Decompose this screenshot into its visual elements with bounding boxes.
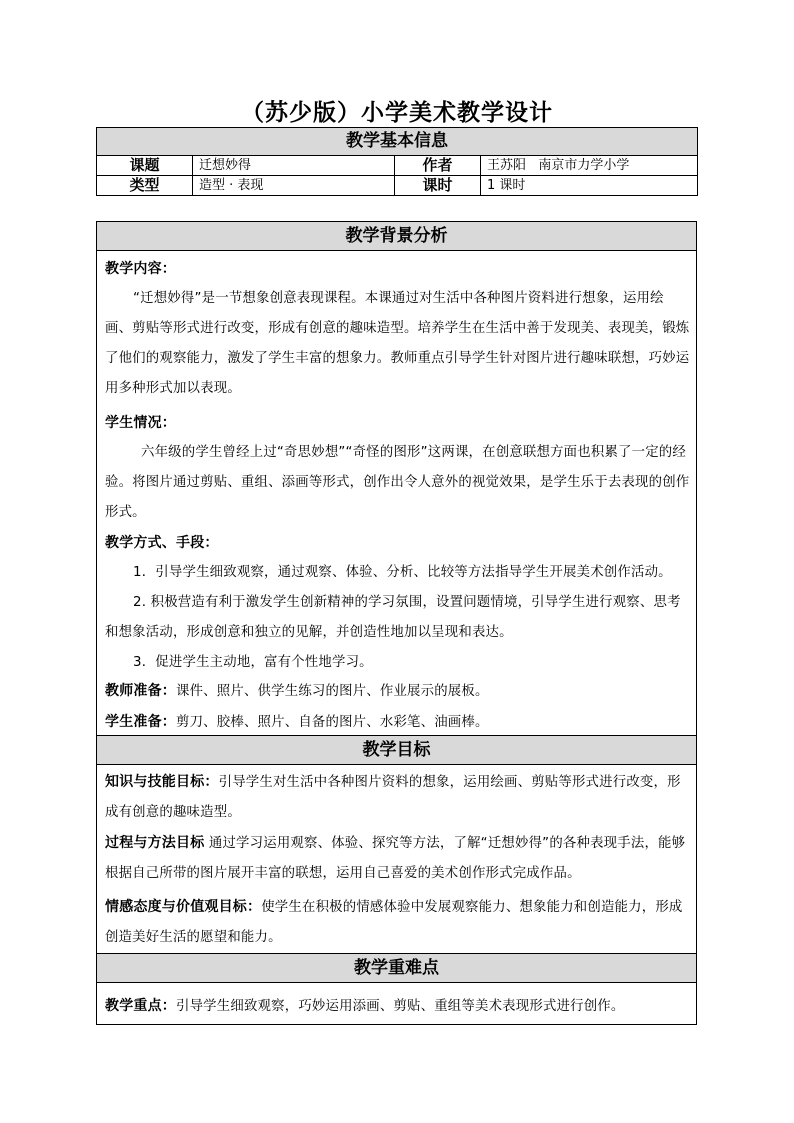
hours-label: 课时 [395, 176, 481, 196]
focus-label: 教学重点： [105, 998, 176, 1014]
basic-info-header: 教学基本信息 [97, 128, 698, 156]
method-item-2: 2. 积极营造有利于激发学生创新精神的学习氛围，设置问题情境，引导学生进行观察、思考和想象活动，形成创意和独立的见解，并创造性地加以呈现和表达。 [105, 595, 681, 640]
topic-value: 迁想妙得 [193, 156, 395, 176]
background-header: 教学背景分析 [97, 222, 696, 251]
topic-label: 课题 [97, 156, 193, 176]
type-label: 类型 [97, 176, 193, 196]
teacher-prep [105, 680, 489, 700]
content-label: 教学内容： [105, 261, 176, 277]
content-section [105, 254, 690, 404]
document-title: （苏少版）小学美术教学设计 [241, 100, 553, 126]
basic-info-table [96, 127, 698, 196]
hours-value: 1 课时 [481, 176, 698, 196]
goals-header: 教学目标 [97, 735, 696, 765]
student-prep-text: 剪刀、胶棒、照片、自备的图片、水彩笔、油画棒。 [176, 715, 489, 730]
content-text: “迁想妙得”是一节想象创意表现课程。本课通过对生活中各种图片资料进行想象，运用绘画、剪贴等形式进行改变，形成有创意的趣味造型。培养学生在生活中善于发现美、表现美，锻炼了他们的观察能力，激发了学生丰富的想象力。教师重点引导学生针对图片进行趣味联想，巧妙运用多种形式加以表现。 [105, 291, 690, 396]
process-label: 过程与方法目标 [105, 835, 205, 851]
author-value: 王苏阳 南京市力学小学 [481, 156, 698, 176]
type-value: 造型 · 表现 [193, 176, 395, 196]
author-label: 作者 [395, 156, 481, 176]
knowledge-text: 引导学生对生活中各种图片资料的想象，运用绘画、剪贴等形式进行改变，形成有创意的趣味造型。 [105, 775, 681, 820]
process-goal [105, 828, 690, 889]
emotion-goal [105, 892, 690, 953]
method-section [105, 528, 690, 678]
knowledge-goal [105, 767, 690, 828]
method-label: 教学方式、手段： [105, 535, 219, 551]
process-text: 通过学习运用观察、体验、探究等方法，了解“迁想妙得”的各种表现手法，能够根据自己所带的图片展开丰富的联想，运用自己喜爱的美术创作形式完成作品。 [105, 836, 686, 881]
student-prep [105, 711, 489, 731]
emotion-label: 情感态度与价值观目标： [105, 899, 262, 915]
method-item-3: 3．促进学生主动地，富有个性地学习。 [133, 655, 373, 670]
student-section [105, 408, 690, 528]
lesson-plan-body [96, 221, 697, 1025]
focus-text: 引导学生细致观察，巧妙运用添画、剪贴、重组等美术表现形式进行创作。 [176, 999, 625, 1014]
emotion-text: 使学生在积极的情感体验中发展观察能力、想象能力和创造能力，形成创造美好生活的愿望和能力。 [105, 900, 683, 945]
student-text: 六年级的学生曾经上过“奇思妙想”“奇怪的图形”这两课，在创意联想方面也积累了一定的经验。将图片通过剪贴、重组、添画等形式，创作出令人意外的视觉效果，是学生乐于去表现的创作形式。 [105, 445, 690, 520]
key-points-header: 教学重难点 [97, 953, 696, 983]
teacher-prep-text: 课件、照片、供学生练习的图片、作业展示的展板。 [176, 684, 489, 699]
knowledge-label: 知识与技能目标： [105, 774, 219, 790]
focus-point [105, 995, 625, 1015]
teacher-prep-label: 教师准备： [105, 683, 176, 699]
student-label: 学生情况： [105, 415, 176, 431]
method-item-1: 1．引导学生细致观察，通过观察、体验、分析、比较等方法指导学生开展美术创作活动。 [133, 565, 672, 580]
student-prep-label: 学生准备： [105, 714, 176, 730]
